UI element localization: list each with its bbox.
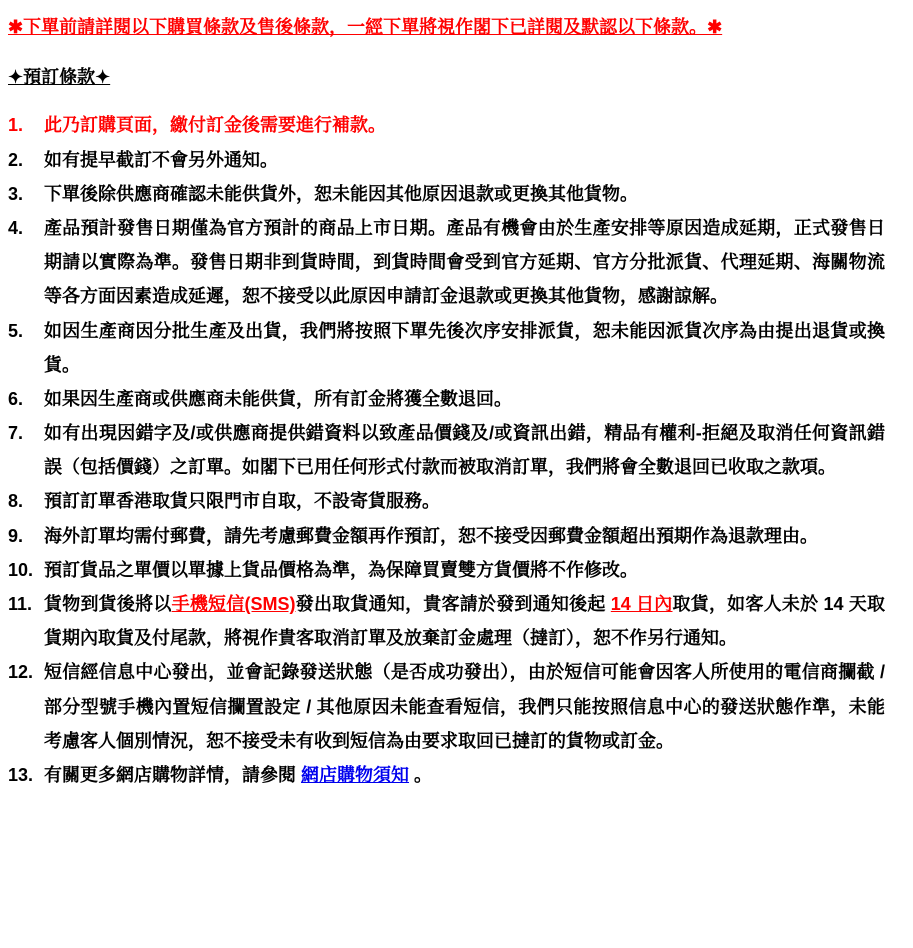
term-segment: 如有提早截訂不會另外通知。 xyxy=(44,149,278,170)
term-text xyxy=(44,314,885,382)
term-text xyxy=(44,655,885,758)
term-number: 11. xyxy=(8,594,33,614)
term-segment: 如果因生產商或供應商未能供貨，所有訂金將獲全數退回。 xyxy=(44,388,512,409)
term-number: 5. xyxy=(8,320,24,341)
terms-list xyxy=(8,108,885,792)
term-segment: 如因生產商因分批生產及出貨，我們將按照下單先後次序安排派貨，恕未能因派貨次序為由提出退貨或換貨。 xyxy=(44,320,885,375)
term-segment: 短信經信息中心發出，並會記錄發送狀態（是否成功發出），由於短信可能會因客人所使用的電信商攔截 / 部分型號手機內置短信攔置設定 / 其他原因未能查看短信，我們只能按照信息中心的發送狀態作準，未能考慮客人個別情況，恕不接受未有收到短信為由要求取回已撻訂的貨物或訂金。 xyxy=(44,662,885,751)
term-segment-red: 此乃訂購頁面，繳付訂金後需要進行補款。 xyxy=(44,115,386,136)
term-item-7 xyxy=(8,416,885,484)
term-item-10 xyxy=(8,553,885,587)
term-text xyxy=(44,758,885,792)
term-text xyxy=(44,416,885,484)
term-number: 13. xyxy=(8,764,34,785)
term-text xyxy=(44,484,885,518)
term-text xyxy=(44,587,885,655)
term-item-12 xyxy=(8,655,885,758)
term-segment: 發出取貨通知，貴客請於發到通知後起 xyxy=(295,594,611,614)
term-item-4 xyxy=(8,211,885,314)
section-title-preorder-terms: ✦預訂條款✦ xyxy=(8,67,111,88)
term-item-3 xyxy=(8,177,885,211)
term-item-6 xyxy=(8,382,885,416)
term-number: 3. xyxy=(8,183,24,204)
term-text xyxy=(44,143,885,177)
term-text xyxy=(44,177,885,211)
term-segment: 有關更多網店購物詳情，請參閱 xyxy=(44,764,301,785)
term-text xyxy=(44,108,885,142)
term-segment-red-underline: 手機短信(SMS) xyxy=(171,594,296,614)
term-number: 7. xyxy=(8,423,24,444)
term-segment: 。 xyxy=(409,764,433,785)
term-segment: 預訂訂單香港取貨只限門市自取，不設寄貨服務。 xyxy=(44,491,440,512)
term-number: 9. xyxy=(8,525,24,546)
term-segment: 海外訂單均需付郵費，請先考慮郵費金額再作預訂，恕不接受因郵費金額超出預期作為退款理由。 xyxy=(44,525,818,546)
term-segment: 預訂貨品之單價以單據上貨品價格為準，為保障買賣雙方貨價將不作修改。 xyxy=(44,559,638,580)
term-number: 12. xyxy=(8,662,34,683)
term-segment: 下單後除供應商確認未能供貨外，恕未能因其他原因退款或更換其他貨物。 xyxy=(44,183,638,204)
term-number: 1. xyxy=(8,115,24,136)
term-text xyxy=(44,211,885,314)
term-item-13 xyxy=(8,758,885,792)
term-segment: 貨物到貨後將以 xyxy=(44,594,172,614)
term-item-1 xyxy=(8,108,885,142)
term-number: 8. xyxy=(8,491,24,512)
shop-guide-link[interactable]: 網店購物須知 xyxy=(301,764,409,785)
term-number: 10. xyxy=(8,559,34,580)
term-segment: 取貨，如客人未於 14 天取貨期內取貨及付尾款，將視作貴客取消訂單及放棄訂金處理（撻訂），恕不作另行通知。 xyxy=(44,594,886,649)
term-item-11 xyxy=(8,587,885,655)
term-segment: 產品預計發售日期僅為官方預計的商品上市日期。產品有機會由於生產安排等原因造成延期，正式發售日期請以實際為準。發售日期非到貨時間，到貨時間會受到官方延期、官方分批派貨、代理延期、海關物流等各方面因素造成延遲，恕不接受以此原因申請訂金退款或更換其他貨物，感謝諒解。 xyxy=(44,217,885,307)
term-text xyxy=(44,553,885,587)
term-number: 2. xyxy=(8,149,24,170)
term-text xyxy=(44,519,885,553)
term-segment-red-underline: 14 日內 xyxy=(610,594,673,614)
term-item-8 xyxy=(8,484,885,518)
term-number: 4. xyxy=(8,217,24,238)
purchase-notice-banner: ✱下單前請詳閱以下購買條款及售後條款，一經下單將視作閣下已詳閱及默認以下條款。✱ xyxy=(8,17,723,37)
term-item-9 xyxy=(8,519,885,553)
term-segment: 如有出現因錯字及/或供應商提供錯資料以致產品價錢及/或資訊出錯，精品有權利-拒絕及取消任何資訊錯誤（包括價錢）之訂單。如閣下已用任何形式付款而被取消訂單，我們將會全數退回已收取之款項。 xyxy=(44,423,885,478)
term-number: 6. xyxy=(8,388,24,409)
term-item-5 xyxy=(8,314,885,382)
term-text xyxy=(44,382,885,416)
term-item-2 xyxy=(8,143,885,177)
